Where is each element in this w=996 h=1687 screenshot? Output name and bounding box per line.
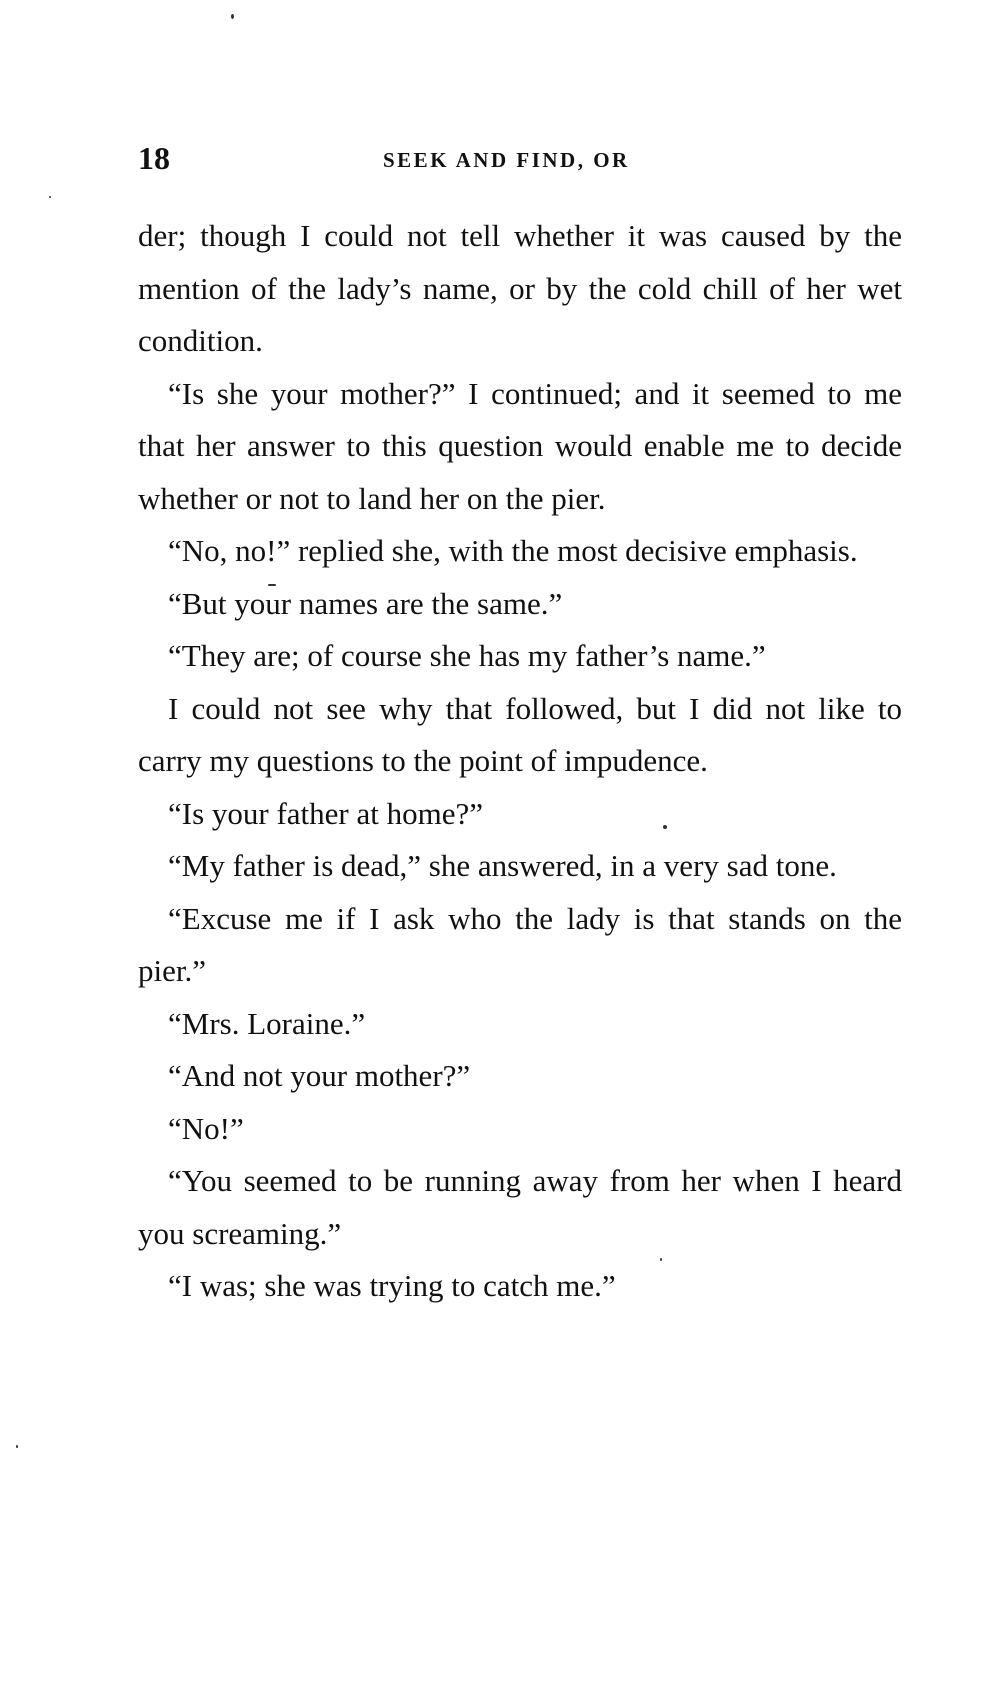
scan-speck <box>268 584 276 586</box>
scan-speck <box>660 1258 662 1261</box>
body-text <box>138 210 902 1313</box>
paragraph: “And not your mother?” <box>168 1058 471 1093</box>
paragraph: “I was; she was trying to catch me.” <box>168 1268 616 1303</box>
paragraph: “Mrs. Loraine.” <box>168 1005 366 1041</box>
scan-speck <box>231 14 234 19</box>
paragraph: “My father is dead,” she answered, in a very sad tone. <box>168 848 837 883</box>
running-head: SEEK AND FIND, OR <box>383 148 630 172</box>
paragraph: “Is your father at home?” <box>168 795 484 831</box>
paragraph: “But your names are the same.” <box>168 585 563 621</box>
paragraph: “You seemed to be running away from her when I heard you screaming.” <box>138 1163 902 1251</box>
page-number: 18 <box>138 140 170 176</box>
scan-speck <box>49 196 51 198</box>
paragraph: I could not see why that followed, but I did not like to carry my questions to the point of impudence. <box>138 690 902 778</box>
scan-speck <box>663 825 667 829</box>
paragraph: “No!” <box>168 1110 244 1146</box>
paragraph: “They are; of course she has my father’s name.” <box>168 638 766 673</box>
scan-speck <box>16 1445 18 1448</box>
paragraph: “No, no!” replied she, with the most decisive emphasis. <box>168 533 858 568</box>
paragraph: “Excuse me if I ask who the lady is that stands on the pier.” <box>138 900 902 988</box>
paragraph: “Is she your mother?” I continued; and it seemed to me that her answer to this question would enable me to decide whether or not to land her on the pier. <box>138 375 902 516</box>
paragraph: der; though I could not tell whether it was caused by the mention of the lady’s name, or by the cold chill of her wet condition. <box>138 218 902 358</box>
page-header <box>138 138 902 178</box>
